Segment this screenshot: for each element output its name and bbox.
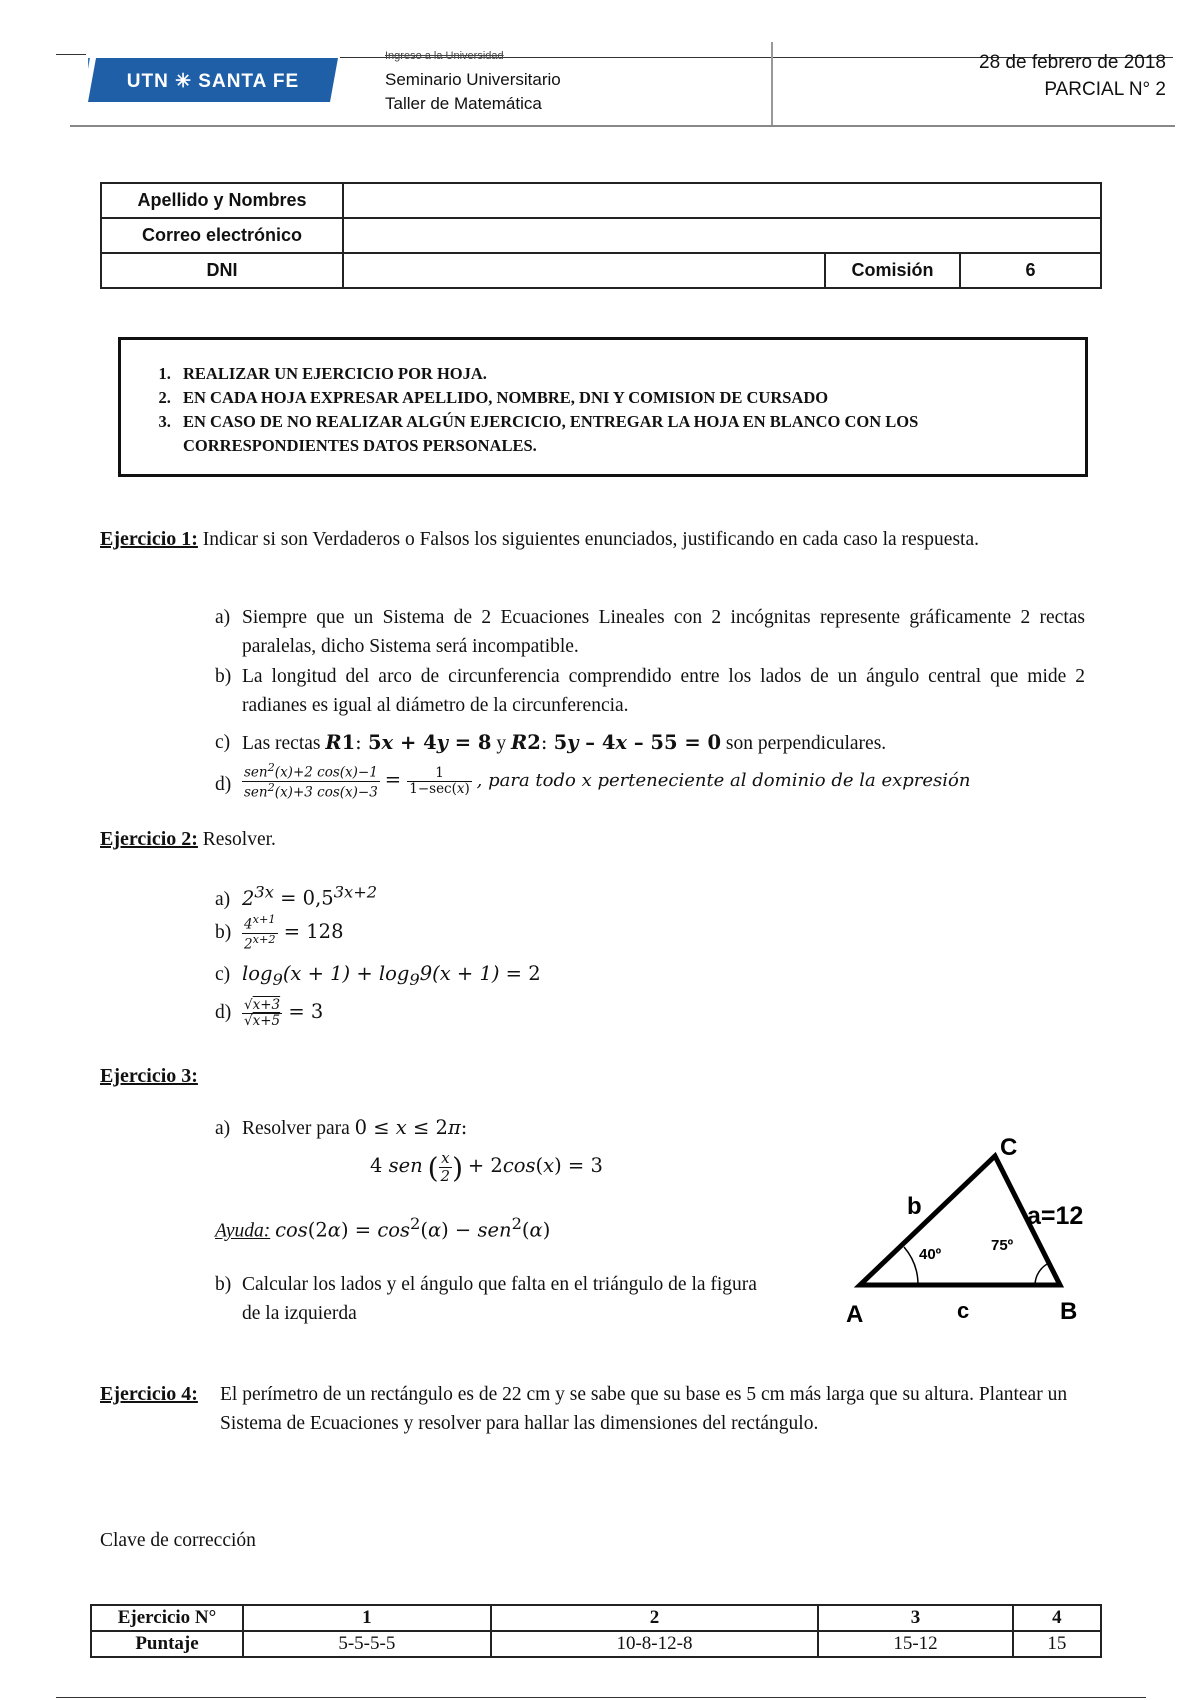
ej1-item-a: a) Siempre que un Sistema de 2 Ecuaciones Lineales con 2 incógnitas represente gráficamente 2 rectas paralelas, dicho Sistema será incompatible. — [215, 603, 1085, 661]
header-seminario: Seminario Universitario — [385, 70, 561, 89]
ej1-d-lhs-fraction: $\frac{sen^2(x)+2 \cos(x)-1}{sen^2(x)+3 \cos(x)-3}$ — [244, 761, 378, 801]
score-value: 15-12 — [818, 1631, 1013, 1657]
ej2-item-a: a) $2^{3x} = 0,5^{3x+2}$ — [215, 882, 378, 910]
instruction-item: 3. EN CASO DE NO REALIZAR ALGÚN EJERCICIO, ENTREGAR LA HOJA EN BLANCO CON LOS CORRESPONDIENTES DATOS PERSONALES. — [175, 410, 1085, 458]
ej2-title: Ejercicio 2: — [100, 828, 198, 850]
ej2-item-d: d) $\frac{√x+3}{√x+5}$ = 3 — [215, 996, 324, 1030]
ej2-item-b: b) $\frac{4^{x+1}}{2^{x+2}}$ = 128 — [215, 913, 344, 953]
angle-a-arc — [904, 1247, 918, 1285]
correo-label: Correo electrónico — [101, 218, 343, 253]
instruction-item: 2. EN CADA HOJA EXPRESAR APELLIDO, NOMBRE, DNI Y COMISION DE CURSADO — [175, 386, 1085, 410]
ej1-c-mid: y — [496, 733, 507, 754]
ej1-d-post: , para todo x perteneciente al dominio de la expresión — [476, 769, 971, 791]
ej3-equation: 4 sen ( $\frac{x}{2}$ ) + 2cos(x) = 3 — [370, 1149, 603, 1186]
instructions-box — [118, 337, 1088, 477]
ej3-item-a: a) Resolver para 0 ≤ x ≤ 2π: — [215, 1116, 468, 1139]
ej1-a-text: Siempre que un Sistema de 2 Ecuaciones Lineales con 2 incógnitas represente gráficamente 2 rectas paralelas, dicho Sistema será incompatible. — [242, 607, 1085, 657]
side-c-label: c — [957, 1298, 970, 1323]
exercise-number: 3 — [818, 1605, 1013, 1631]
correo-field[interactable] — [343, 218, 1101, 253]
ej3-block — [100, 1062, 198, 1091]
exercise-number: 1 — [243, 1605, 491, 1631]
utn-logo — [88, 58, 338, 102]
ej1-c-pre: Las rectas — [242, 733, 321, 754]
ej3-a-pre: Resolver para — [242, 1118, 350, 1139]
exercise-number: 2 — [491, 1605, 819, 1631]
side-a-label: a=12 — [1027, 1202, 1084, 1230]
logo-text: UTN ✳ SANTA FE — [126, 71, 300, 92]
ej3-ayuda: Ayuda: $\cos(2\alpha) = \cos^2(\alpha) - sen^2(\alpha)$ — [215, 1214, 551, 1242]
ej1-d-rhs-fraction: $\frac{1}{1-\sec(x)}$ — [409, 764, 470, 798]
apellido-field[interactable] — [343, 183, 1101, 218]
ej3-b-text: Calcular los lados y el ángulo que falta en el triángulo de la figura de la izquierda — [242, 1274, 757, 1324]
angle-a-label: 40º — [919, 1246, 942, 1263]
ej1-title: Ejercicio 1: — [100, 528, 198, 550]
ej2-intro: Resolver. — [202, 829, 276, 850]
vertex-c-label: C — [1000, 1134, 1018, 1161]
triangle-figure — [835, 1125, 1115, 1330]
dni-label: DNI — [101, 253, 343, 288]
header-line-left — [56, 54, 86, 55]
ej1-item-c: c) Las rectas R1: 5x + 4y = 8 y R2: 5y – 4x – 55 = 0 son perpendiculares. — [215, 731, 887, 754]
header-divider — [771, 42, 773, 127]
exercise-number: 4 — [1013, 1605, 1101, 1631]
header-date: 28 de febrero de 2018 — [979, 52, 1166, 73]
instruction-item: 1. REALIZAR UN EJERCICIO POR HOJA. — [175, 362, 1085, 386]
score-value: 15 — [1013, 1631, 1101, 1657]
score-row2-label: Puntaje — [91, 1631, 243, 1657]
instructions-list — [121, 362, 1085, 458]
ej1-item-d: d) $\frac{sen^2(x)+2 \cos(x)-1}{sen^2(x)+3 \cos(x)-3}$ = $\frac{1}{1-\sec(x)}$ , para todo x perteneciente al dominio de la expresión — [215, 761, 971, 801]
score-table — [90, 1604, 1102, 1658]
apellido-label: Apellido y Nombres — [101, 183, 343, 218]
ej1-item-b: b) La longitud del arco de circunferencia comprendido entre los lados de un ángulo central que mide 2 radianes es igual al diámetro de la circunferencia. — [215, 662, 1085, 720]
ej3-item-b: b) Calcular los lados y el ángulo que falta en el triángulo de la figura de la izquierda — [215, 1270, 780, 1328]
score-value: 10-8-12-8 — [491, 1631, 819, 1657]
ej4-title: Ejercicio 4: — [100, 1383, 198, 1405]
dni-field[interactable] — [343, 253, 825, 288]
ej2-block — [100, 825, 276, 854]
comision-value: 6 — [960, 253, 1101, 288]
ej1-intro: Indicar si son Verdaderos o Falsos los siguientes enunciados, justificando en cada caso la respuesta. — [202, 529, 979, 550]
side-b-label: b — [907, 1193, 922, 1220]
clave-title: Clave de corrección — [100, 1530, 256, 1551]
ej4-text-wrap — [220, 1380, 1100, 1438]
angle-b-arc — [1035, 1263, 1049, 1285]
ej2-item-c: c) $\log_9(x + 1) + \log_99(x + 1) = 2$ — [215, 962, 541, 989]
vertex-a-label: A — [846, 1301, 864, 1328]
angle-b-label: 75º — [991, 1237, 1014, 1254]
header-ingreso: Ingreso a la Universidad — [385, 50, 504, 62]
ej4-text: El perímetro de un rectángulo es de 22 cm y se sabe que su base es 5 cm más larga que su altura. Plantear un Sistema de Ecuaciones y resolver para hallar las dimensiones del rectángulo. — [220, 1384, 1068, 1434]
ej1-block — [100, 525, 1085, 554]
header-taller: Taller de Matemática — [385, 94, 542, 113]
comision-label: Comisión — [825, 253, 960, 288]
vertex-b-label: B — [1060, 1298, 1078, 1325]
header-parcial: PARCIAL N° 2 — [1044, 79, 1166, 100]
student-data-table — [100, 182, 1102, 289]
ej3-ayuda-label: Ayuda: — [215, 1220, 271, 1242]
footer-line — [56, 1697, 1146, 1698]
header-line-bottom — [70, 125, 1175, 127]
score-row1-label: Ejercicio N° — [91, 1605, 243, 1631]
score-value: 5-5-5-5 — [243, 1631, 491, 1657]
ej1-b-text: La longitud del arco de circunferencia comprendido entre los lados de un ángulo central que mide 2 radianes es igual al diámetro de la circunferencia. — [242, 666, 1085, 716]
ej1-c-post: son perpendiculares. — [725, 733, 887, 754]
ej3-title: Ejercicio 3: — [100, 1065, 198, 1087]
